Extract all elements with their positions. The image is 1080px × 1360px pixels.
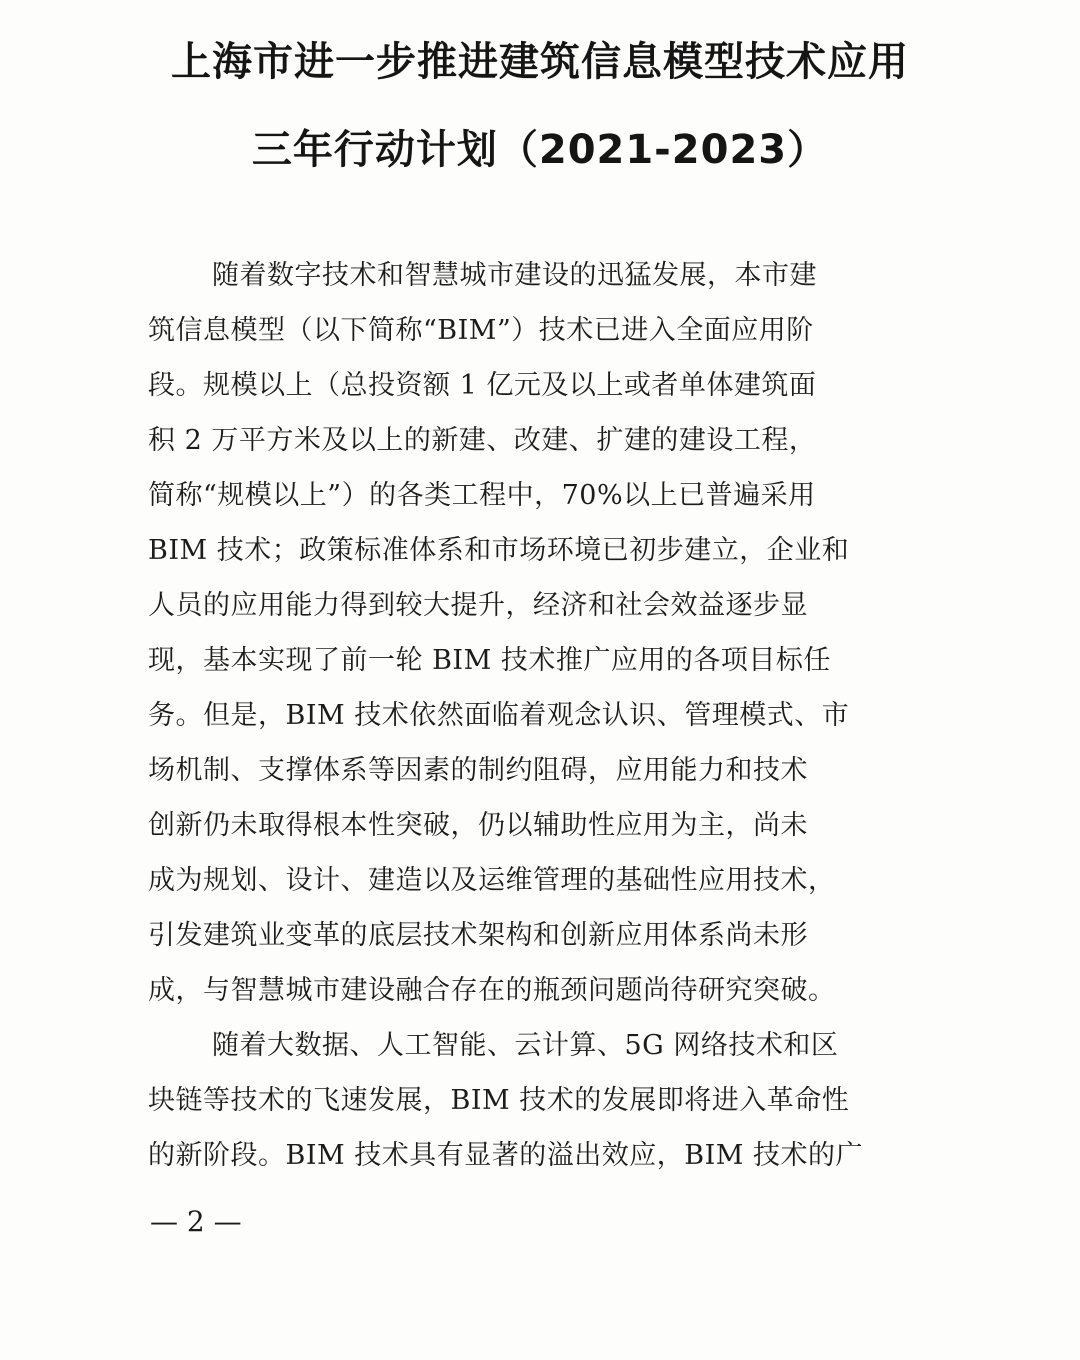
body-line: 场机制、支撑体系等因素的制约阻碍，应用能力和技术 — [148, 755, 808, 786]
body-line: 成，与智慧城市建设融合存在的瓶颈问题尚待研究突破。 — [148, 975, 836, 1006]
document-title-line-1: 上海市进一步推进建筑信息模型技术应用 — [171, 39, 909, 85]
body-line: 段。规模以上（总投资额 1 亿元及以上或者单体建筑面 — [148, 370, 817, 401]
document-title-line-2: 三年行动计划（2021-2023） — [251, 127, 829, 173]
body-line: BIM 技术；政策标准体系和市场环境已初步建立，企业和 — [148, 535, 850, 566]
body-line: 块链等技术的飞速发展，BIM 技术的发展即将进入革命性 — [148, 1085, 850, 1116]
body-line: 的新阶段。BIM 技术具有显著的溢出效应，BIM 技术的广 — [148, 1140, 863, 1171]
body-line: 引发建筑业变革的底层技术架构和创新应用体系尚未形 — [148, 920, 808, 951]
body-line: 务。但是，BIM 技术依然面临着观念认识、管理模式、市 — [148, 700, 850, 731]
page-number: — 2 — — [150, 1205, 242, 1238]
body-line: 随着数字技术和智慧城市建设的迅猛发展，本市建 — [212, 260, 817, 291]
body-line: 人员的应用能力得到较大提升，经济和社会效益逐步显 — [148, 590, 808, 621]
body-line: 成为规划、设计、建造以及运维管理的基础性应用技术， — [148, 865, 836, 896]
body-line: 筑信息模型（以下简称“BIM”）技术已进入全面应用阶 — [148, 315, 814, 346]
body-line: 简称“规模以上”）的各类工程中，70%以上已普遍采用 — [148, 480, 816, 511]
body-line: 现，基本实现了前一轮 BIM 技术推广应用的各项目标任 — [148, 645, 831, 676]
body-line: 积 2 万平方米及以上的新建、改建、扩建的建设工程， — [148, 425, 817, 456]
body-line: 随着大数据、人工智能、云计算、5G 网络技术和区 — [212, 1030, 839, 1061]
body-line: 创新仍未取得根本性突破，仍以辅助性应用为主，尚未 — [148, 810, 808, 841]
